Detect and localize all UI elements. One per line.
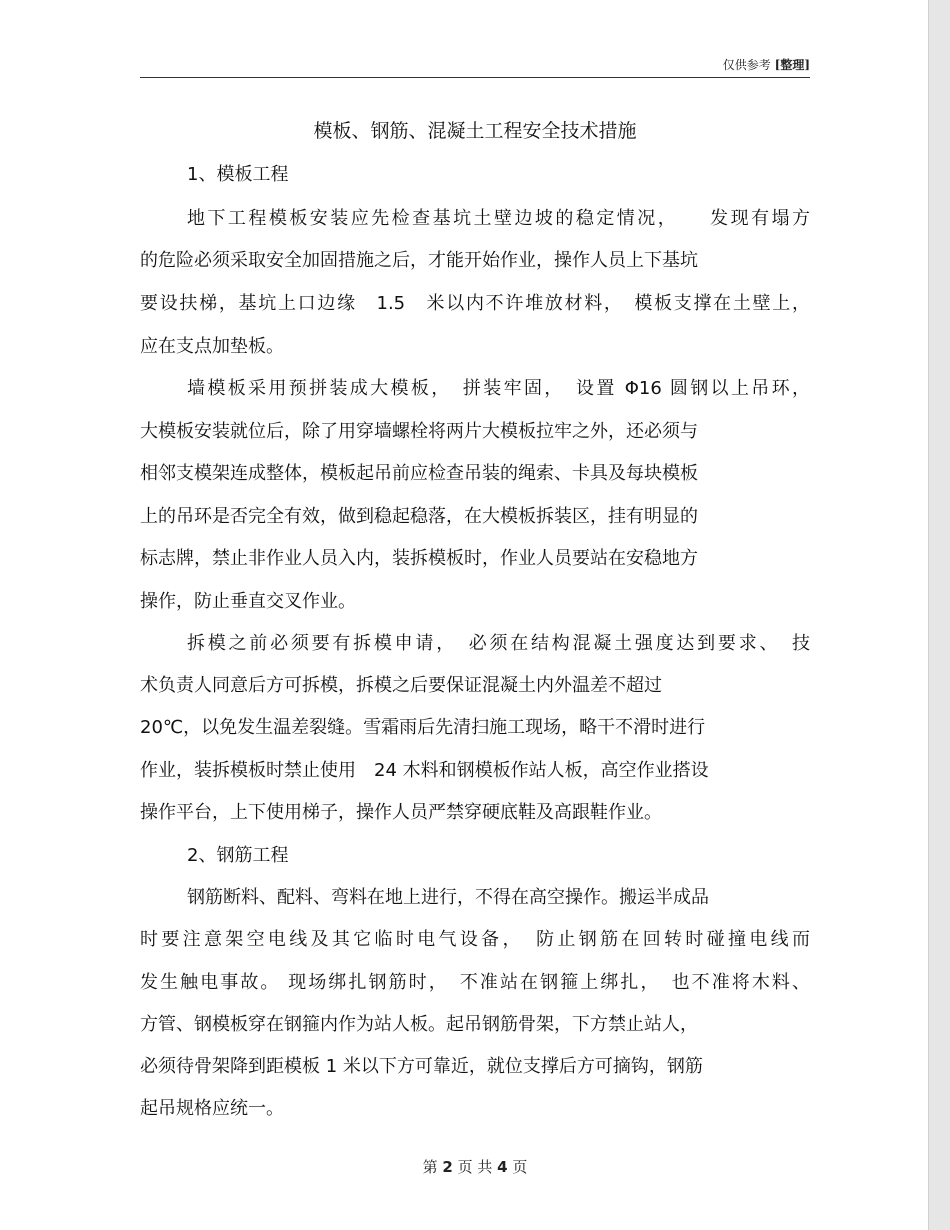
page-header	[140, 56, 810, 73]
total-page-number: 4	[497, 1158, 508, 1176]
text-line: 操作平台，上下使用梯子，操作人员严禁穿硬底鞋及高跟鞋作业。	[140, 802, 662, 823]
text-line: 相邻支模架连成整体，模板起吊前应检查吊装的绳索、卡具及每块模板	[140, 463, 698, 484]
section-heading: 1、模板工程	[187, 164, 289, 185]
document-title: 模板、钢筋、混凝土工程安全技术措施	[313, 120, 637, 142]
text-line: 墙模板采用预拼装成大模板， 拼装牢固， 设置 Φ16 圆钢以上吊环，	[187, 378, 810, 399]
footer-middle: 页 共	[457, 1158, 493, 1176]
text-line: 20℃，以免发生温差裂缝。雪霜雨后先清扫施工现场，略干不滑时进行	[140, 717, 706, 738]
text-line: 必须待骨架降到距模板 1 米以下方可靠近，就位支撑后方可摘钩，钢筋	[140, 1056, 703, 1077]
current-page-number: 2	[442, 1158, 453, 1176]
header-tag: [整理]	[774, 58, 810, 72]
section-heading: 2、钢筋工程	[187, 845, 289, 866]
text-line: 大模板安装就位后，除了用穿墙螺栓将两片大模板拉牢之外，还必须与	[140, 421, 698, 442]
text-line: 方管、钢模板穿在钢箍内作为站人板。起吊钢筋骨架，下方禁止站人，	[140, 1014, 698, 1035]
text-line: 上的吊环是否完全有效，做到稳起稳落，在大模板拆装区，挂有明显的	[140, 506, 698, 527]
footer-prefix: 第	[422, 1158, 438, 1176]
text-line: 标志牌，禁止非作业人员入内，装拆模板时，作业人员要站在安稳地方	[140, 548, 698, 569]
header-rule	[140, 77, 810, 78]
header-text: 仅供参考	[722, 58, 771, 72]
text-line: 拆模之前必须要有拆模申请， 必须在结构混凝土强度达到要求、 技	[187, 633, 810, 654]
text-line: 钢筋断料、配料、弯料在地上进行，不得在高空操作。搬运半成品	[187, 887, 709, 908]
text-line: 起吊规格应统一。	[140, 1098, 284, 1119]
text-line: 要设扶梯，基坑上口边缘 1.5 米以内不许堆放材料， 模板支撑在土壁上，	[140, 293, 810, 314]
text-line: 发生触电事故。 现场绑扎钢筋时， 不准站在钢箍上绑扎， 也不准将木料、	[140, 972, 810, 993]
text-line: 术负责人同意后方可拆模，拆模之后要保证混凝土内外温差不超过	[140, 675, 662, 696]
text-line: 时要注意架空电线及其它临时电气设备， 防止钢筋在回转时碰撞电线而	[140, 929, 810, 950]
text-line: 地下工程模板安装应先检查基坑土壁边坡的稳定情况， 发现有塌方	[187, 208, 810, 229]
footer-suffix: 页	[512, 1158, 528, 1176]
text-line: 操作，防止垂直交叉作业。	[140, 591, 356, 612]
text-line: 应在支点加垫板。	[140, 336, 284, 357]
text-line: 的危险必须采取安全加固措施之后，才能开始作业，操作人员上下基坑	[140, 250, 698, 271]
page-footer	[140, 1156, 810, 1177]
text-line: 作业，装拆模板时禁止使用 24 木料和钢模板作站人板，高空作业搭设	[140, 760, 709, 781]
